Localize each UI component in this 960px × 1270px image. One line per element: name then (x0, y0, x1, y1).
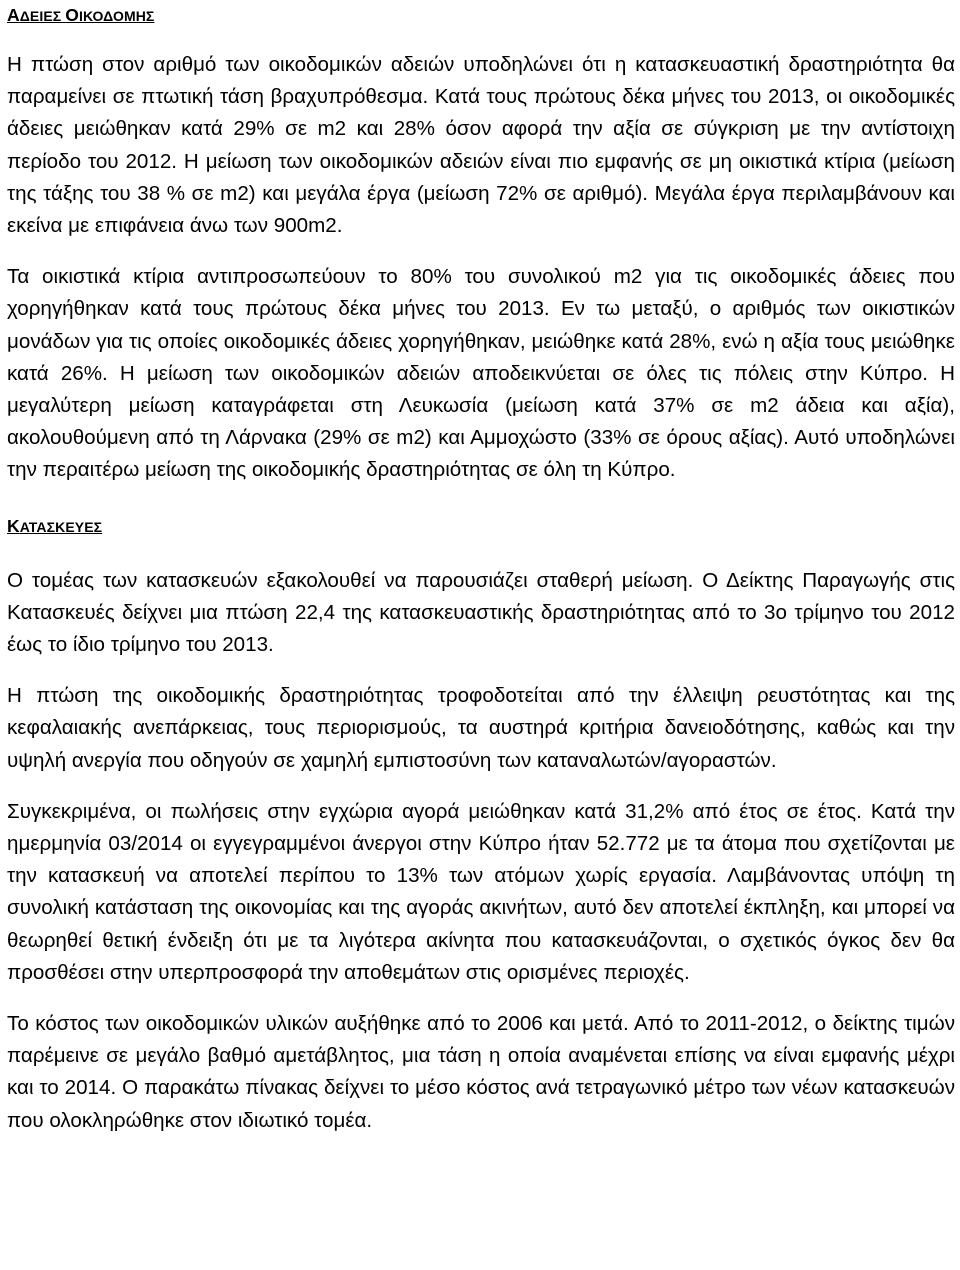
heading-initial: Κ (7, 515, 20, 536)
paragraph-material-costs: Το κόστος των οικοδομικών υλικών αυξήθηκε από το 2006 και μετά. Από το 2011-2012, ο δείκτης τιμών παρέμεινε σε μεγάλο βαθμό αμετάβλητος, μια τάση η οποία αναμένεται επίσης να είναι εμφανής μέχρι και το 2014. Ο παρακάτω πίνακας δείχνει το μέσο κόστος ανά τετραγωνικό μέτρο των νέων κατασκευών που ολοκληρώθηκε στον ιδιωτικό τομέα. (7, 1012, 955, 1132)
heading-smallcaps: ΙΚΟΔΟΜΗΣ (79, 8, 155, 24)
heading-initial: Α (7, 5, 20, 25)
paragraph-activity-drivers: Η πτώση της οικοδομικής δραστηριότητας τροφοδοτείται από την έλλειψη ρευστότητας και της κεφαλαιακής ανεπάρκειας, τους περιορισμούς, τα αυστηρά κριτήρια δανειοδότησης, καθώς και την υψηλή ανεργία που οδηγούν σε χαμηλή εμπιστοσύνη των καταναλωτών/αγοραστών. (7, 684, 955, 772)
paragraph-construction-index: Ο τομέας των κατασκευών εξακολουθεί να παρουσιάζει σταθερή μείωση. Ο Δείκτης Παραγωγής στις Κατασκευές δείχνει μια πτώση 22,4 της κατασκευαστικής δραστηριότητας από το 3ο τρίμηνο του 2012 έως το ίδιο τρίμηνο του 2013. (7, 568, 955, 657)
document-page (7, 0, 955, 1137)
section-heading-construction (7, 513, 955, 540)
paragraph-residential-buildings: Τα οικιστικά κτίρια αντιπροσωπεύουν το 80% του συνολικού m2 για τις οικοδομικές άδειες που χορηγήθηκαν κατά τους πρώτους δέκα μήνες του 2013. Εν τω μεταξύ, ο αριθμός των οικιστικών μονάδων για τις οποίες οικοδομικές άδειες χορηγήθηκαν, μειώθηκε κατά 28%, ενώ η αξία τους μειώθηκε κατά 26%. Η μείωση των οικοδομικών αδειών αποδεικνύεται σε όλες τις πόλεις στην Κύπρο. Η μεγαλύτερη μείωση καταγράφεται στη Λευκωσία (μείωση κατά 37% σε m2 άδεια και αξία), ακολουθούμενη από τη Λάρνακα (29% σε m2) και Αμμοχώστο (33% σε όρους αξίας). Αυτό υποδηλώνει την περαιτέρω μείωση της οικοδομικής δραστηριότητας σε όλη τη Κύπρο. (7, 265, 955, 482)
section-heading-building-permits (7, 2, 955, 29)
paragraph-sales-unemployment: Συγκεκριμένα, οι πωλήσεις στην εγχώρια αγορά μειώθηκαν κατά 31,2% από έτος σε έτος. Κατά την ημερμηνία 03/2014 οι εγγεγραμμένοι άνεργοι στην Κύπρο ήταν 52.772 με τα άτομα που σχετίζονται με την κατασκευή να αποτελεί περίπου το 13% των ατόμων χωρίς εργασία. Λαμβάνοντας υπόψη τη συνολική κατάσταση της οικονομίας και της αγοράς ακινήτων, αυτό δεν αποτελεί έκπληξη, και μπορεί να θεωρηθεί θετική ένδειξη ότι με τα λιγότερα ακίνητα που κατασκευάζονται, ο σχετικός όγκος δεν θα προσθέσει στην υπερπροσφορά την αποθεμάτων στις ορισμένες περιοχές. (7, 799, 955, 984)
heading-initial: Ο (65, 5, 79, 25)
paragraph-permits-decline: Η πτώση στον αριθμό των οικοδομικών αδειών υποδηλώνει ότι η κατασκευαστική δραστηριότητα θα παραμείνει σε πτωτική τάση βραχυπρόθεσμα. Κατά τους πρώτους δέκα μήνες του 2013, οι οικοδομικές άδειες μειώθηκαν κατά 29% σε m2 και 28% όσον αφορά την αξία σε σύγκριση με την αντίστοιχη περίοδο του 2012. Η μείωση των οικοδομικών αδειών είναι πιο εμφανής σε μη οικιστικά κτίρια (μείωση της τάξης του 38 % σε m2) και μεγάλα έργα (μείωση 72% σε αριθμό). Μεγάλα έργα περιλαμβάνουν και εκείνα με επιφάνεια άνω των 900m2. (7, 53, 955, 238)
heading-smallcaps: ΑΤΑΣΚΕΥΕΣ (19, 518, 103, 535)
heading-smallcaps: ΔΕΙΕΣ (19, 8, 66, 24)
